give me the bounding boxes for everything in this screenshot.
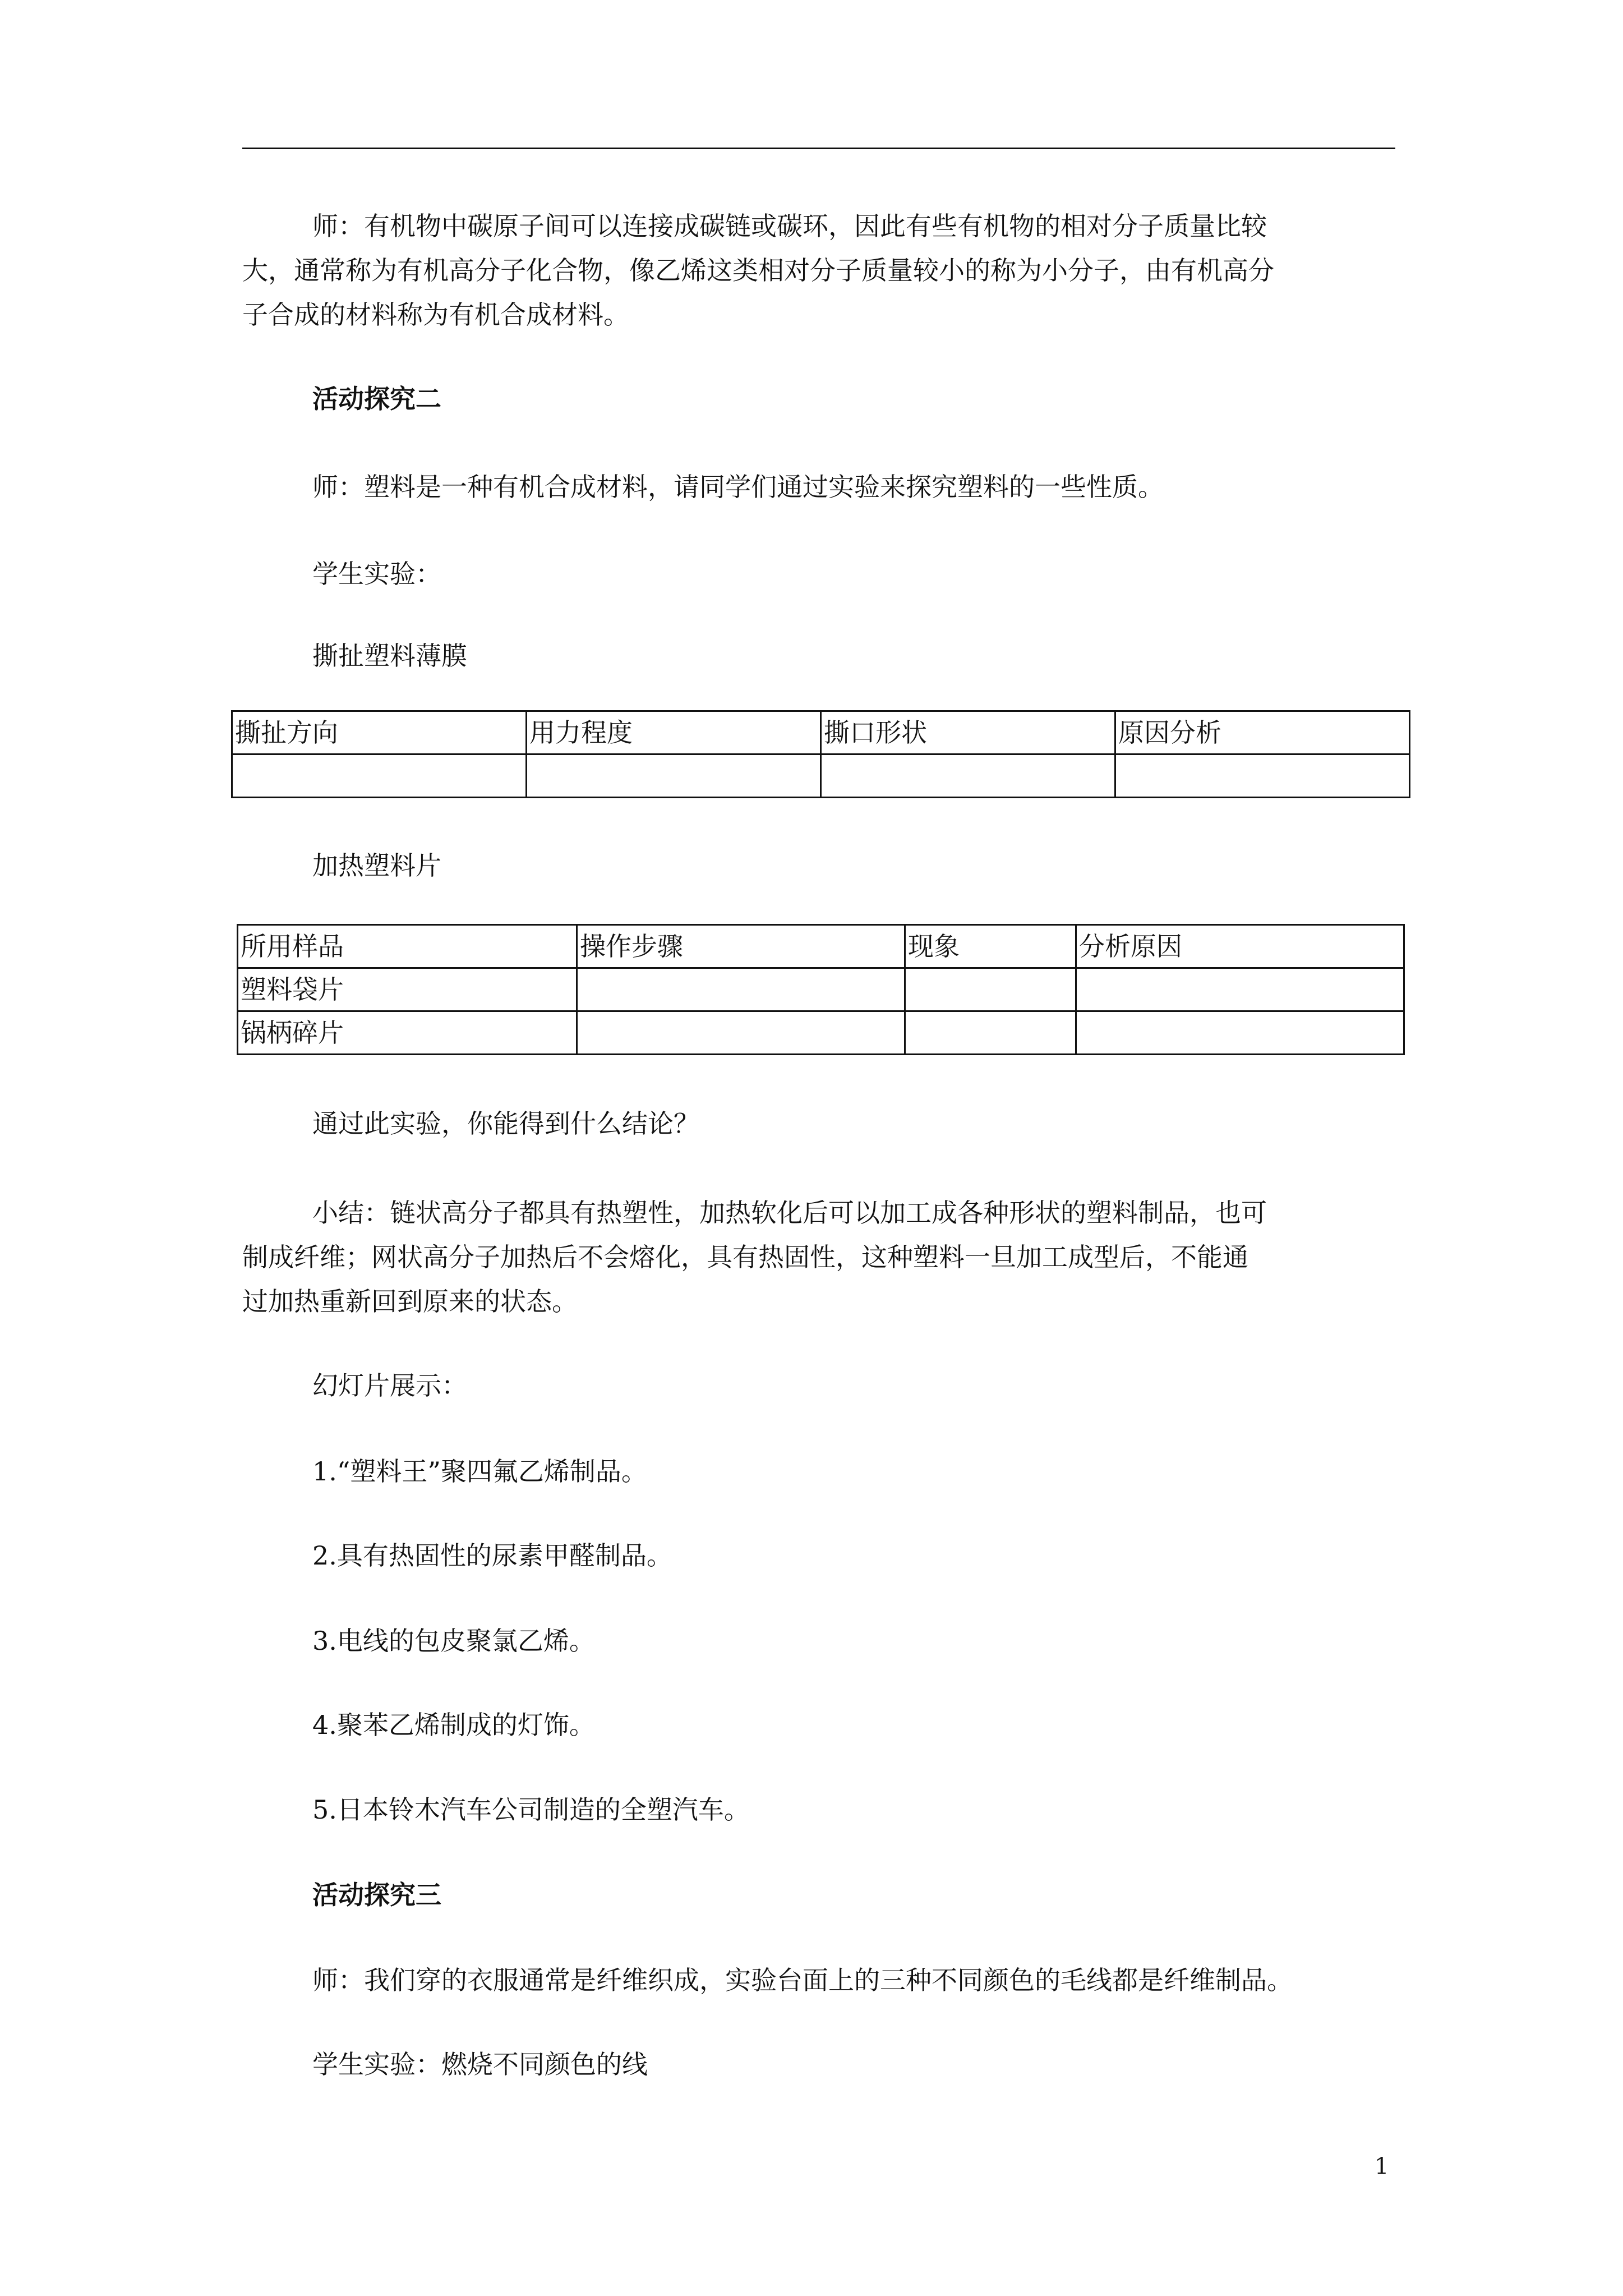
table-cell bbox=[232, 754, 527, 798]
intro-line: 师：有机物中碳原子间可以连接成碳链或碳环，因此有些有机物的相对分子质量比较 bbox=[312, 211, 1267, 241]
table-cell bbox=[577, 968, 905, 1011]
table-header-cell: 所用样品 bbox=[238, 925, 577, 968]
table-cell bbox=[1076, 1011, 1404, 1055]
table-header-cell: 撕口形状 bbox=[821, 711, 1115, 754]
table-header-row bbox=[238, 925, 1404, 968]
tear-experiment-title: 撕扯塑料薄膜 bbox=[312, 641, 467, 671]
table-cell bbox=[1115, 754, 1410, 798]
slide-item: 4.聚苯乙烯制成的灯饰。 bbox=[312, 1710, 595, 1740]
table-header-cell: 用力程度 bbox=[527, 711, 821, 754]
conclusion-question: 通过此实验，你能得到什么结论？ bbox=[312, 1108, 699, 1139]
intro-line: 大，通常称为有机高分子化合物，像乙烯这类相对分子质量较小的称为小分子，由有机高分 bbox=[242, 255, 1274, 286]
summary-line: 小结：链状高分子都具有热塑性，加热软化后可以加工成各种形状的塑料制品，也可 bbox=[312, 1198, 1267, 1228]
activity3-teacher-text: 师：我们穿的衣服通常是纤维织成，实验台面上的三种不同颜色的毛线都是纤维制品。 bbox=[312, 1965, 1293, 1995]
summary-line: 制成纤维；网状高分子加热后不会熔化，具有热固性，这种塑料一旦加工成型后，不能通 bbox=[242, 1242, 1248, 1272]
student-experiment-label: 学生实验： bbox=[312, 559, 441, 589]
slide-item: 1.“塑料王”聚四氟乙烯制品。 bbox=[312, 1456, 647, 1487]
table-header-cell: 分析原因 bbox=[1076, 925, 1404, 968]
tear-table bbox=[231, 710, 1410, 798]
table-cell bbox=[905, 1011, 1076, 1055]
table-cell bbox=[905, 968, 1076, 1011]
intro-line: 子合成的材料称为有机合成材料。 bbox=[242, 300, 629, 330]
table-header-cell: 原因分析 bbox=[1115, 711, 1410, 754]
slide-item: 3.电线的包皮聚氯乙烯。 bbox=[312, 1626, 595, 1656]
table-header-cell: 撕扯方向 bbox=[232, 711, 527, 754]
activity2-heading: 活动探究二 bbox=[312, 384, 441, 414]
intro-paragraph bbox=[242, 204, 1395, 337]
table-cell bbox=[527, 754, 821, 798]
header-rule bbox=[242, 148, 1395, 149]
activity3-student-experiment: 学生实验：燃烧不同颜色的线 bbox=[312, 2049, 648, 2079]
slides-intro: 幻灯片展示： bbox=[312, 1370, 467, 1401]
table-header-row bbox=[232, 711, 1410, 754]
table-header-cell: 现象 bbox=[905, 925, 1076, 968]
activity3-heading: 活动探究三 bbox=[312, 1880, 441, 1910]
summary-paragraph bbox=[242, 1191, 1395, 1324]
page-number: 1 bbox=[1375, 2154, 1389, 2179]
table-cell: 锅柄碎片 bbox=[238, 1011, 577, 1055]
summary-line: 过加热重新回到原来的状态。 bbox=[242, 1286, 578, 1317]
heat-table bbox=[237, 924, 1405, 1055]
table-row bbox=[238, 968, 1404, 1011]
slide-item: 2.具有热固性的尿素甲醛制品。 bbox=[312, 1540, 672, 1571]
table-cell: 塑料袋片 bbox=[238, 968, 577, 1011]
heat-experiment-title: 加热塑料片 bbox=[312, 850, 441, 881]
table-header-cell: 操作步骤 bbox=[577, 925, 905, 968]
slide-item: 5.日本铃木汽车公司制造的全塑汽车。 bbox=[312, 1795, 750, 1825]
table-row bbox=[232, 754, 1410, 798]
table-cell bbox=[577, 1011, 905, 1055]
table-cell bbox=[1076, 968, 1404, 1011]
table-cell bbox=[821, 754, 1115, 798]
activity2-teacher-text: 师：塑料是一种有机合成材料，请同学们通过实验来探究塑料的一些性质。 bbox=[312, 472, 1164, 502]
table-row bbox=[238, 1011, 1404, 1055]
